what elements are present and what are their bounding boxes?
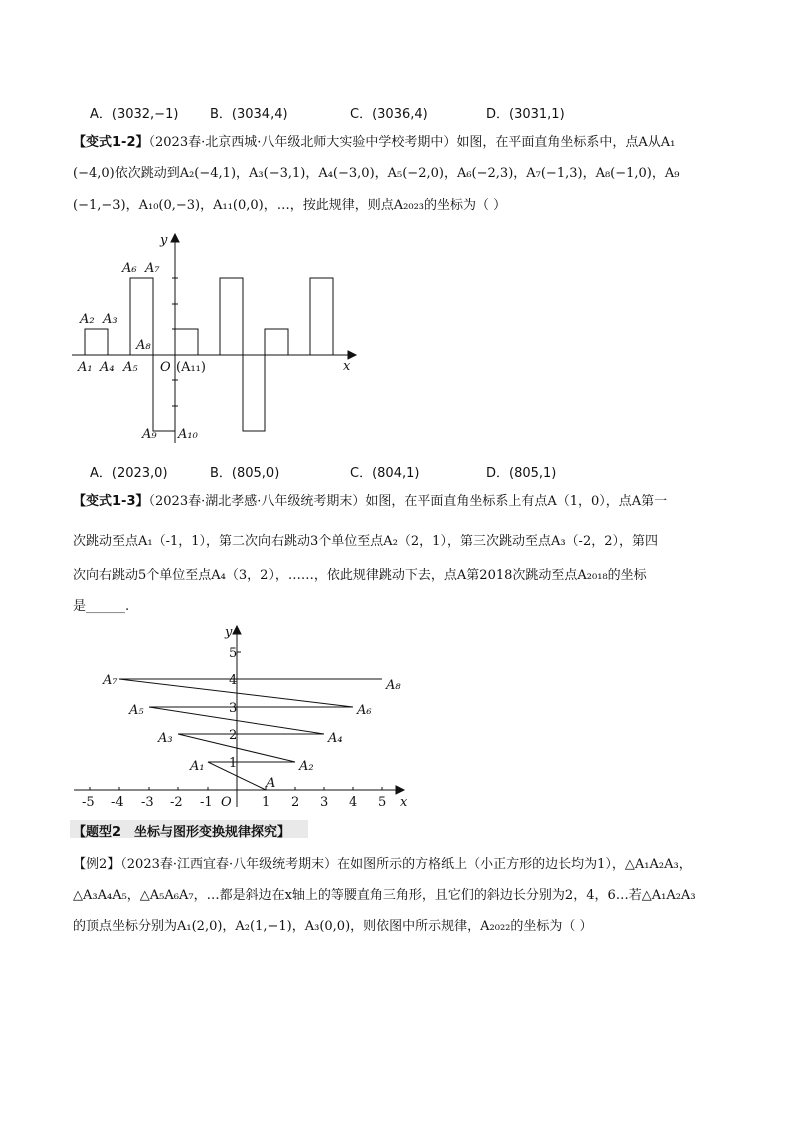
q3-figure xyxy=(70,622,415,812)
q3-xtick-label-2: -4 xyxy=(111,795,124,810)
q2-rect-1 xyxy=(175,329,198,355)
q3-origin-label: O xyxy=(221,795,232,810)
q3-label-a4: A₄ xyxy=(328,731,343,746)
q3-xtick-label-8: 3 xyxy=(320,795,329,810)
q2-rect-5 xyxy=(310,278,333,355)
q3-x-arrow xyxy=(396,786,404,794)
q3-xtick-label-3: -3 xyxy=(141,795,154,810)
q3-line-2: 次跳动至点A₁（-1，1），第二次向右跳动3个单位至点A₂（2，1），第三次跳动至点A₃（-2，2），第四 xyxy=(73,534,658,549)
q3-line-4: 是______. xyxy=(73,599,130,614)
q3-xtick-label-10: 5 xyxy=(378,795,387,810)
q3-ytick-label-3: 3 xyxy=(229,701,238,716)
q2-x-arrow xyxy=(348,351,356,359)
q2-label-a2: A₂ xyxy=(80,312,95,327)
q2-label-a5: A₅ xyxy=(123,360,138,375)
q3-label-a1: A₁ xyxy=(190,759,205,774)
q2-label-a6: A₆ xyxy=(122,261,137,276)
q2-label-a1: A₁ xyxy=(78,360,93,375)
q3-xtick-label-5: -1 xyxy=(200,795,213,810)
ex2-line-1: 【例2】（2023春·江西宜春·八年级统考期末）在如图所示的方格纸上（小正方形的边长均为1），△A₁A₂A₃， xyxy=(73,857,692,872)
q3-label-a8: A₈ xyxy=(386,678,401,693)
q2-label-a9: A₉ xyxy=(142,427,157,442)
q3-ytick-label-1: 1 xyxy=(229,756,238,771)
section-title: 【题型2 坐标与图形变换规律探究】 xyxy=(73,825,291,840)
q2-option-a[interactable]: A．(2023,0) xyxy=(90,466,168,481)
q2-line-3: (−1,−3)，A₁₀(0,−3)，A₁₁(0,0)，…，按此规律，则点A₂₀₂₃的坐标为（ ） xyxy=(73,198,507,213)
q3-tag: 【变式1-3】 xyxy=(73,494,149,509)
q3-line-3: 次向右跳动5个单位至点A₄（3，2），……，依此规律跳动下去，点A第2018次跳动至点A₂₀₁₈的坐标 xyxy=(73,568,647,583)
q3-x-label: x xyxy=(400,795,408,810)
q2-line-1 xyxy=(73,134,675,152)
ex2-line-3: 的顶点坐标分别为A₁(2,0)，A₂(1,−1)，A₃(0,0)，则依图中所示规律，A₂₀₂₂的坐标为（ ） xyxy=(73,919,593,934)
q3-y-label: y xyxy=(225,625,233,640)
q3-xtick-label-9: 4 xyxy=(349,795,358,810)
q2-label-a4: A₄ xyxy=(100,360,115,375)
q2-rect-2 xyxy=(220,278,243,355)
q3-label-a3: A₃ xyxy=(158,731,173,746)
q2-label-a7: A₇ xyxy=(145,261,160,276)
q1-option-d[interactable]: D．(3031,1) xyxy=(486,107,565,122)
q2-tag: 【变式1-2】 xyxy=(73,135,149,150)
q1-option-a[interactable]: A．(3032,−1) xyxy=(90,107,179,122)
q2-figure xyxy=(70,228,360,446)
q3-xtick-label-6: 1 xyxy=(262,795,271,810)
q2-label-a3: A₃ xyxy=(103,312,118,327)
q1-option-b[interactable]: B．(3034,4) xyxy=(210,107,288,122)
q2-line-1-rest: 如图，在平面直角坐标系中，点A从A₁ xyxy=(456,135,676,150)
q2-rect-3 xyxy=(243,355,265,431)
q3-xtick-label-7: 2 xyxy=(291,795,300,810)
q2-label-a10: A₁₀ xyxy=(178,427,198,442)
q2-source: （2023春·北京西城·八年级北师大实验中学校考期中） xyxy=(148,135,457,150)
q3-line-1 xyxy=(73,493,667,511)
q1-option-c[interactable]: C．(3036,4) xyxy=(350,107,428,122)
q2-x-label: x xyxy=(343,359,351,374)
q2-origin-label: O xyxy=(160,360,171,375)
q3-label-a6: A₆ xyxy=(357,703,372,718)
q3-label-a: A xyxy=(266,776,276,791)
q2-label-a11: (A₁₁) xyxy=(176,360,206,375)
q3-ytick-label-5: 5 xyxy=(229,646,238,661)
q2-option-d[interactable]: D．(805,1) xyxy=(486,466,557,481)
q3-line-1-text: （2023春·湖北孝感·八年级统考期末）如图，在平面直角坐标系上有点A（1，0），点A第一 xyxy=(148,494,668,509)
q3-ytick-label-4: 4 xyxy=(229,673,238,688)
q3-label-a2: A₂ xyxy=(299,759,314,774)
q3-xtick-label-4: -2 xyxy=(170,795,183,810)
q3-ytick-label-2: 2 xyxy=(229,728,238,743)
q2-rect-4 xyxy=(265,329,288,355)
q2-option-c[interactable]: C．(804,1) xyxy=(350,466,420,481)
q3-y-arrow xyxy=(233,626,241,634)
q2-label-a8: A₈ xyxy=(136,338,151,353)
q2-option-b[interactable]: B．(805,0) xyxy=(210,466,280,481)
q3-label-a7: A₇ xyxy=(103,673,118,688)
q2-y-label: y xyxy=(160,233,168,248)
q3-xtick-label-1: -5 xyxy=(82,795,95,810)
q2-line-2: (−4,0)依次跳动到A₂(−4,1)，A₃(−3,1)，A₄(−3,0)，A₅(−2,0)，A₆(−2,3)，A₇(−1,3)，A₈(−1,0)，A₉ xyxy=(73,166,680,181)
q2-y-arrow xyxy=(171,234,179,242)
ex2-line-2: △A₃A₄A₅，△A₅A₆A₇，…都是斜边在x轴上的等腰直角三角形，且它们的斜边长分别为2，4，6…若△A₁A₂A₃ xyxy=(73,888,696,903)
q3-label-a5: A₅ xyxy=(129,703,144,718)
